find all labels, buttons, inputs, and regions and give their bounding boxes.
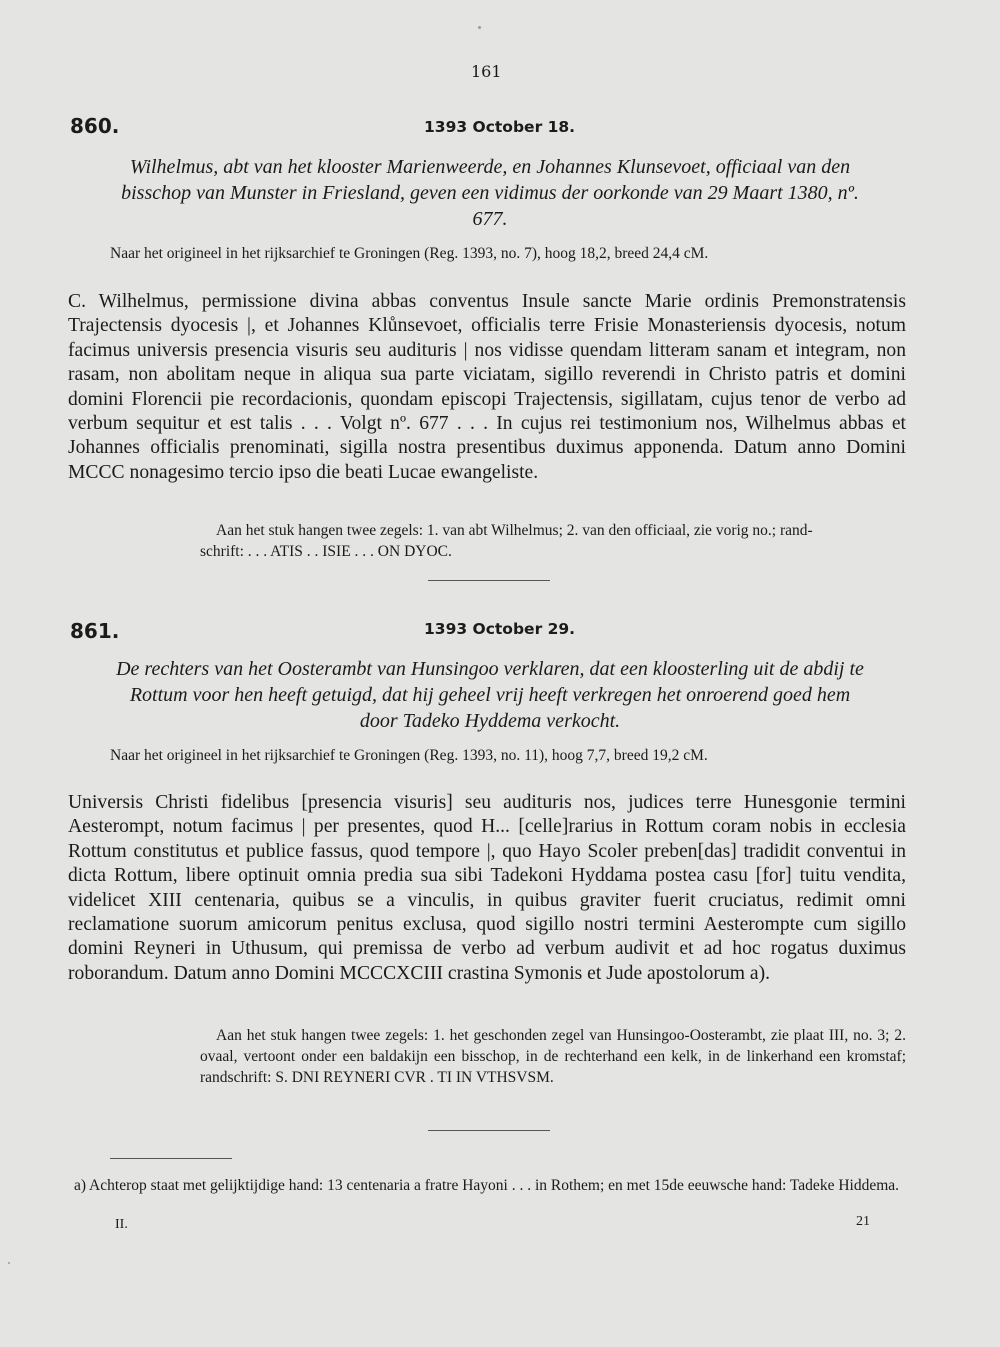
seal-note-continued: schrift: . . . ATIS . . ISIE . . . ON DYOC. — [200, 543, 452, 560]
entry-date: 1393 October 29. — [424, 620, 576, 638]
entry-summary: De rechters van het Oosterambt van Hunsingoo verklaren, dat een kloosterling uit de abdij te Rottum voor hen heeft getuigd, dat hij geheel vrij heeft verkregen het onroerend goed hem door Tadeko Hyddema verkocht. — [116, 658, 864, 732]
footnote-rule — [110, 1158, 232, 1159]
scan-dot — [478, 26, 481, 29]
separator-rule — [428, 580, 550, 581]
footnote: a) Achterop staat met gelijktijdige hand: 13 centenaria a fratre Hayoni . . . in Rothem; en met 15de eeuwsche hand: Tadeke Hiddema. — [74, 1177, 900, 1194]
entry-source: Naar het origineel in het rijksarchief te Groningen (Reg. 1393, no. 7), hoog 18,2, breed 24,4 cM. — [110, 245, 709, 262]
entry-summary: Wilhelmus, abt van het klooster Marienweerde, en Johannes Klunsevoet, officiaal van den bisschop van Munster in Friesland, geven een vidimus der oorkonde van 29 Maart 1380, nº. 677. — [121, 156, 859, 230]
entry-number: 861. — [70, 619, 120, 643]
page-number: 161 — [471, 62, 502, 81]
entry-number: 860. — [70, 114, 120, 138]
entry-text: Universis Christi fidelibus [presencia visuris] seu audituris nos, judices terre Hunesgonie termini Aesterompt, notum facimus | per presentes, quod H... [celle]rarius in Rottum coram nobis in ecclesia Rottum constitutus et publice fassus, quod tempore |, quo Hayo Scoler preben[das] tradidit conventui in dicta Rottum, libere optinuit omnia predia sua sibi Tadekoni Hyddama postea casu [for] tuitu vendita, videlicet XIII centenaria, quibus se a vinculis, in quibus graviter fuerit cruciatus, redimit omni reclamatione suorum amicorum penitus exclusa, quod sigillo nostri termini Aesterompte cum sigillo domini Reyneri in Uthusum, qui premissa de verbo ad verbum audivit et ad hoc rogatus duximus roborandum. Datum anno Domini MCCCXCIII crastina Symonis et Jude apostolorum a). — [68, 792, 906, 984]
seal-note: Aan het stuk hangen twee zegels: 1. van abt Wilhelmus; 2. van den officiaal, zie vorig no.; rand- — [216, 522, 813, 539]
seal-note: Aan het stuk hangen twee zegels: 1. het geschonden zegel van Hunsingoo-Oosterambt, zie plaat III, no. 3; 2. ovaal, vertoont onder een baldakijn een bisschop, in de rechterhand een kelk, in de linkerhand een kromstaf; randschrift: S. DNI REYNERI CVR . TI IN VTHSVSM. — [200, 1027, 906, 1086]
entry-text: C. Wilhelmus, permissione divina abbas conventus Insule sancte Marie ordinis Premonstratensis Trajectensis dyocesis |, et Johannes Klůnsevoet, officialis terre Frisie Monasteriensis dyocesis, notum facimus universis presencia visuris seu audituris | nos vidisse quendam litteram sanam et integram, non rasam, non abolitam neque in aliqua sua parte viciatam, sigillo reverendi in Christo patris et domini domini Florencii pie recordacionis, quondam episcopi Trajectensis, sigillatam, cujus tenor de verbo ad verbum sequitur et est talis . . . Volgt nº. 677 . . . In cujus rei testimonium nos, Wilhelmus abbas et Johannes officialis prenominati, sigilla nostra presentibus duximus apponenda. Datum anno Domini MCCC nonagesimo tercio ipso die beati Lucae ewangeliste. — [68, 291, 906, 483]
sheet-number: 21 — [856, 1214, 870, 1229]
entry-source: Naar het origineel in het rijksarchief te Groningen (Reg. 1393, no. 11), hoog 7,7, breed 19,2 cM. — [110, 747, 708, 764]
separator-rule — [428, 1130, 550, 1131]
scan-dot — [8, 1262, 10, 1264]
entry-date: 1393 October 18. — [424, 118, 576, 136]
signature-mark: II. — [115, 1217, 128, 1232]
